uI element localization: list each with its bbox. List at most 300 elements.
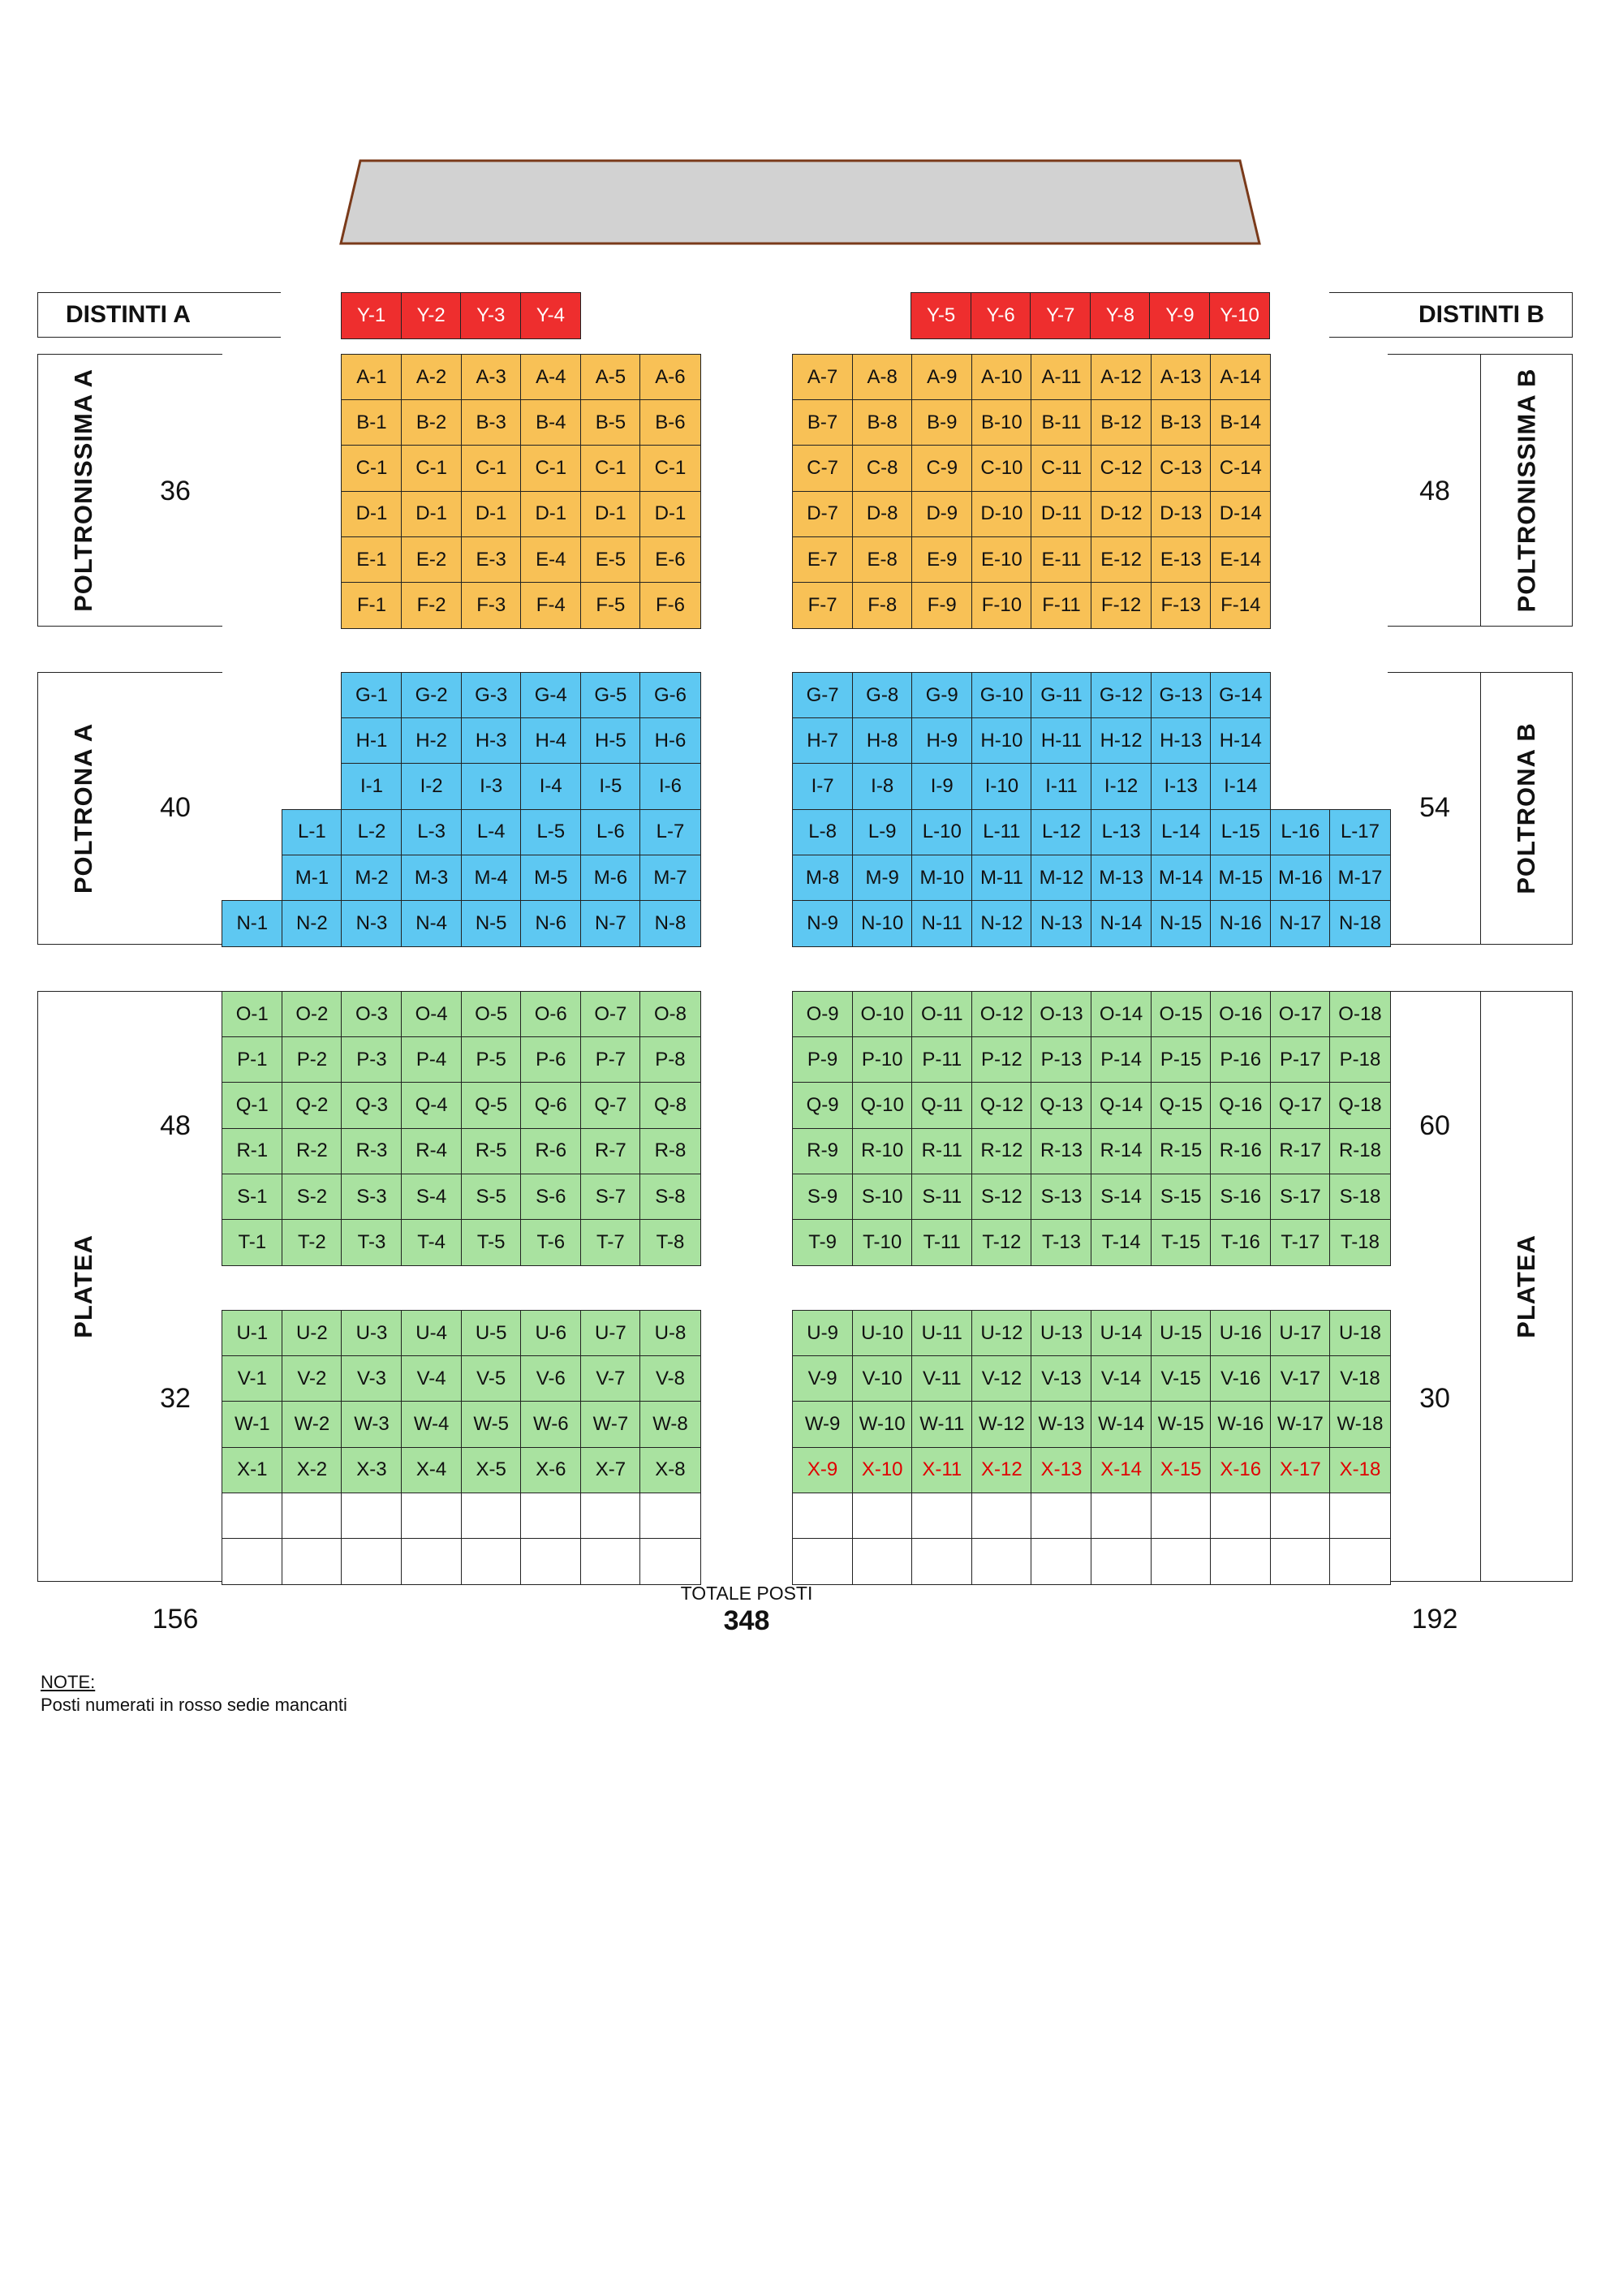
- seat-w-13[interactable]: W-13: [1031, 1401, 1091, 1448]
- seat-p-17[interactable]: P-17: [1270, 1036, 1331, 1083]
- seat-p-4[interactable]: P-4: [401, 1036, 462, 1083]
- seat-f-3[interactable]: F-3: [461, 582, 522, 629]
- seat-p-9[interactable]: P-9: [792, 1036, 853, 1083]
- seat-t-6[interactable]: T-6: [520, 1219, 581, 1266]
- seat-h-8[interactable]: H-8: [852, 717, 913, 765]
- seat-n-9[interactable]: N-9: [792, 900, 853, 947]
- seat-h-12[interactable]: H-12: [1091, 717, 1152, 765]
- seat-a-8[interactable]: A-8: [852, 354, 913, 401]
- seat-o-7[interactable]: O-7: [580, 991, 641, 1038]
- seat-b-3[interactable]: B-3: [461, 399, 522, 446]
- seat-v-15[interactable]: V-15: [1151, 1355, 1212, 1402]
- seat-n-14[interactable]: N-14: [1091, 900, 1152, 947]
- seat-q-2[interactable]: Q-2: [282, 1082, 342, 1129]
- seat-n-4[interactable]: N-4: [401, 900, 462, 947]
- seat-c-13[interactable]: C-13: [1151, 445, 1212, 492]
- seat-p-15[interactable]: P-15: [1151, 1036, 1212, 1083]
- seat-o-4[interactable]: O-4: [401, 991, 462, 1038]
- seat-w-3[interactable]: W-3: [341, 1401, 402, 1448]
- seat-e-14[interactable]: E-14: [1210, 536, 1271, 584]
- seat-m-8[interactable]: M-8: [792, 855, 853, 902]
- seat-o-17[interactable]: O-17: [1270, 991, 1331, 1038]
- seat-a-3[interactable]: A-3: [461, 354, 522, 401]
- seat-x-2[interactable]: X-2: [282, 1447, 342, 1494]
- seat-l-14[interactable]: L-14: [1151, 809, 1212, 856]
- seat-d-14[interactable]: D-14: [1210, 491, 1271, 538]
- seat-u-2[interactable]: U-2: [282, 1310, 342, 1357]
- seat-t-2[interactable]: T-2: [282, 1219, 342, 1266]
- seat-x-12[interactable]: X-12: [971, 1447, 1032, 1494]
- seat-l-12[interactable]: L-12: [1031, 809, 1091, 856]
- seat-i-11[interactable]: I-11: [1031, 763, 1091, 810]
- seat-m-2[interactable]: M-2: [341, 855, 402, 902]
- seat-s-15[interactable]: S-15: [1151, 1174, 1212, 1221]
- seat-n-5[interactable]: N-5: [461, 900, 522, 947]
- seat-n-2[interactable]: N-2: [282, 900, 342, 947]
- seat-u-11[interactable]: U-11: [911, 1310, 972, 1357]
- seat-o-9[interactable]: O-9: [792, 991, 853, 1038]
- seat-r-16[interactable]: R-16: [1210, 1128, 1271, 1175]
- seat-c-1[interactable]: C-1: [580, 445, 641, 492]
- seat-e-5[interactable]: E-5: [580, 536, 641, 584]
- seat-d-13[interactable]: D-13: [1151, 491, 1212, 538]
- seat-v-5[interactable]: V-5: [461, 1355, 522, 1402]
- seat-c-1[interactable]: C-1: [341, 445, 402, 492]
- seat-v-12[interactable]: V-12: [971, 1355, 1032, 1402]
- seat-b-11[interactable]: B-11: [1031, 399, 1091, 446]
- seat-b-8[interactable]: B-8: [852, 399, 913, 446]
- seat-p-1[interactable]: P-1: [222, 1036, 282, 1083]
- seat-u-9[interactable]: U-9: [792, 1310, 853, 1357]
- seat-w-10[interactable]: W-10: [852, 1401, 913, 1448]
- seat-y-5[interactable]: Y-5: [911, 292, 971, 339]
- seat-r-3[interactable]: R-3: [341, 1128, 402, 1175]
- seat-o-18[interactable]: O-18: [1329, 991, 1390, 1038]
- seat-c-10[interactable]: C-10: [971, 445, 1032, 492]
- seat-y-8[interactable]: Y-8: [1090, 292, 1151, 339]
- seat-x-5[interactable]: X-5: [461, 1447, 522, 1494]
- seat-v-10[interactable]: V-10: [852, 1355, 913, 1402]
- seat-v-8[interactable]: V-8: [639, 1355, 700, 1402]
- seat-a-11[interactable]: A-11: [1031, 354, 1091, 401]
- seat-w-6[interactable]: W-6: [520, 1401, 581, 1448]
- seat-l-16[interactable]: L-16: [1270, 809, 1331, 856]
- seat-i-2[interactable]: I-2: [401, 763, 462, 810]
- seat-l-8[interactable]: L-8: [792, 809, 853, 856]
- seat-q-17[interactable]: Q-17: [1270, 1082, 1331, 1129]
- seat-x-3[interactable]: X-3: [341, 1447, 402, 1494]
- seat-c-11[interactable]: C-11: [1031, 445, 1091, 492]
- seat-u-17[interactable]: U-17: [1270, 1310, 1331, 1357]
- seat-l-9[interactable]: L-9: [852, 809, 913, 856]
- seat-i-8[interactable]: I-8: [852, 763, 913, 810]
- seat-b-9[interactable]: B-9: [911, 399, 972, 446]
- seat-m-11[interactable]: M-11: [971, 855, 1032, 902]
- seat-m-6[interactable]: M-6: [580, 855, 641, 902]
- seat-v-14[interactable]: V-14: [1091, 1355, 1152, 1402]
- seat-w-4[interactable]: W-4: [401, 1401, 462, 1448]
- seat-w-16[interactable]: W-16: [1210, 1401, 1271, 1448]
- seat-f-8[interactable]: F-8: [852, 582, 913, 629]
- seat-s-17[interactable]: S-17: [1270, 1174, 1331, 1221]
- seat-p-5[interactable]: P-5: [461, 1036, 522, 1083]
- seat-l-17[interactable]: L-17: [1329, 809, 1390, 856]
- seat-r-1[interactable]: R-1: [222, 1128, 282, 1175]
- seat-c-14[interactable]: C-14: [1210, 445, 1271, 492]
- seat-t-4[interactable]: T-4: [401, 1219, 462, 1266]
- seat-a-5[interactable]: A-5: [580, 354, 641, 401]
- seat-m-10[interactable]: M-10: [911, 855, 972, 902]
- seat-q-10[interactable]: Q-10: [852, 1082, 913, 1129]
- seat-e-6[interactable]: E-6: [639, 536, 700, 584]
- seat-d-1[interactable]: D-1: [461, 491, 522, 538]
- seat-x-14[interactable]: X-14: [1091, 1447, 1152, 1494]
- seat-g-14[interactable]: G-14: [1210, 672, 1271, 719]
- seat-o-6[interactable]: O-6: [520, 991, 581, 1038]
- seat-a-4[interactable]: A-4: [520, 354, 581, 401]
- seat-w-17[interactable]: W-17: [1270, 1401, 1331, 1448]
- seat-m-13[interactable]: M-13: [1091, 855, 1152, 902]
- seat-v-1[interactable]: V-1: [222, 1355, 282, 1402]
- seat-i-7[interactable]: I-7: [792, 763, 853, 810]
- seat-v-7[interactable]: V-7: [580, 1355, 641, 1402]
- seat-g-4[interactable]: G-4: [520, 672, 581, 719]
- seat-l-10[interactable]: L-10: [911, 809, 972, 856]
- seat-s-11[interactable]: S-11: [911, 1174, 972, 1221]
- seat-u-7[interactable]: U-7: [580, 1310, 641, 1357]
- seat-x-11[interactable]: X-11: [911, 1447, 972, 1494]
- seat-r-17[interactable]: R-17: [1270, 1128, 1331, 1175]
- seat-c-1[interactable]: C-1: [639, 445, 700, 492]
- seat-v-16[interactable]: V-16: [1210, 1355, 1271, 1402]
- seat-i-5[interactable]: I-5: [580, 763, 641, 810]
- seat-t-16[interactable]: T-16: [1210, 1219, 1271, 1266]
- seat-l-4[interactable]: L-4: [461, 809, 522, 856]
- seat-w-9[interactable]: W-9: [792, 1401, 853, 1448]
- seat-f-5[interactable]: F-5: [580, 582, 641, 629]
- seat-b-7[interactable]: B-7: [792, 399, 853, 446]
- seat-l-5[interactable]: L-5: [520, 809, 581, 856]
- seat-n-15[interactable]: N-15: [1151, 900, 1212, 947]
- seat-x-9[interactable]: X-9: [792, 1447, 853, 1494]
- seat-y-3[interactable]: Y-3: [460, 292, 521, 339]
- seat-s-13[interactable]: S-13: [1031, 1174, 1091, 1221]
- seat-y-6[interactable]: Y-6: [971, 292, 1031, 339]
- seat-s-12[interactable]: S-12: [971, 1174, 1032, 1221]
- seat-h-10[interactable]: H-10: [971, 717, 1032, 765]
- seat-q-7[interactable]: Q-7: [580, 1082, 641, 1129]
- seat-l-1[interactable]: L-1: [282, 809, 342, 856]
- seat-f-6[interactable]: F-6: [639, 582, 700, 629]
- seat-r-11[interactable]: R-11: [911, 1128, 972, 1175]
- seat-r-2[interactable]: R-2: [282, 1128, 342, 1175]
- seat-g-1[interactable]: G-1: [341, 672, 402, 719]
- seat-q-3[interactable]: Q-3: [341, 1082, 402, 1129]
- seat-c-1[interactable]: C-1: [461, 445, 522, 492]
- seat-d-8[interactable]: D-8: [852, 491, 913, 538]
- seat-o-12[interactable]: O-12: [971, 991, 1032, 1038]
- seat-i-3[interactable]: I-3: [461, 763, 522, 810]
- seat-x-7[interactable]: X-7: [580, 1447, 641, 1494]
- seat-q-4[interactable]: Q-4: [401, 1082, 462, 1129]
- seat-g-7[interactable]: G-7: [792, 672, 853, 719]
- seat-s-14[interactable]: S-14: [1091, 1174, 1152, 1221]
- seat-r-10[interactable]: R-10: [852, 1128, 913, 1175]
- seat-f-2[interactable]: F-2: [401, 582, 462, 629]
- seat-f-10[interactable]: F-10: [971, 582, 1032, 629]
- seat-r-18[interactable]: R-18: [1329, 1128, 1390, 1175]
- seat-h-7[interactable]: H-7: [792, 717, 853, 765]
- seat-w-1[interactable]: W-1: [222, 1401, 282, 1448]
- seat-r-7[interactable]: R-7: [580, 1128, 641, 1175]
- seat-i-1[interactable]: I-1: [341, 763, 402, 810]
- seat-y-1[interactable]: Y-1: [341, 292, 402, 339]
- seat-u-18[interactable]: U-18: [1329, 1310, 1390, 1357]
- seat-h-14[interactable]: H-14: [1210, 717, 1271, 765]
- seat-t-7[interactable]: T-7: [580, 1219, 641, 1266]
- seat-t-11[interactable]: T-11: [911, 1219, 972, 1266]
- seat-b-12[interactable]: B-12: [1091, 399, 1152, 446]
- seat-m-9[interactable]: M-9: [852, 855, 913, 902]
- seat-o-8[interactable]: O-8: [639, 991, 700, 1038]
- seat-a-13[interactable]: A-13: [1151, 354, 1212, 401]
- seat-o-16[interactable]: O-16: [1210, 991, 1271, 1038]
- seat-p-7[interactable]: P-7: [580, 1036, 641, 1083]
- seat-b-10[interactable]: B-10: [971, 399, 1032, 446]
- seat-u-8[interactable]: U-8: [639, 1310, 700, 1357]
- seat-f-4[interactable]: F-4: [520, 582, 581, 629]
- seat-t-14[interactable]: T-14: [1091, 1219, 1152, 1266]
- seat-r-8[interactable]: R-8: [639, 1128, 700, 1175]
- seat-g-3[interactable]: G-3: [461, 672, 522, 719]
- seat-s-6[interactable]: S-6: [520, 1174, 581, 1221]
- seat-d-9[interactable]: D-9: [911, 491, 972, 538]
- seat-p-11[interactable]: P-11: [911, 1036, 972, 1083]
- seat-g-13[interactable]: G-13: [1151, 672, 1212, 719]
- seat-v-18[interactable]: V-18: [1329, 1355, 1390, 1402]
- seat-a-7[interactable]: A-7: [792, 354, 853, 401]
- seat-n-7[interactable]: N-7: [580, 900, 641, 947]
- seat-o-5[interactable]: O-5: [461, 991, 522, 1038]
- seat-n-10[interactable]: N-10: [852, 900, 913, 947]
- seat-e-12[interactable]: E-12: [1091, 536, 1152, 584]
- seat-f-12[interactable]: F-12: [1091, 582, 1152, 629]
- seat-v-11[interactable]: V-11: [911, 1355, 972, 1402]
- seat-s-2[interactable]: S-2: [282, 1174, 342, 1221]
- seat-p-3[interactable]: P-3: [341, 1036, 402, 1083]
- seat-e-11[interactable]: E-11: [1031, 536, 1091, 584]
- seat-y-7[interactable]: Y-7: [1030, 292, 1091, 339]
- seat-r-9[interactable]: R-9: [792, 1128, 853, 1175]
- seat-g-8[interactable]: G-8: [852, 672, 913, 719]
- seat-q-18[interactable]: Q-18: [1329, 1082, 1390, 1129]
- seat-u-4[interactable]: U-4: [401, 1310, 462, 1357]
- seat-w-2[interactable]: W-2: [282, 1401, 342, 1448]
- seat-e-9[interactable]: E-9: [911, 536, 972, 584]
- seat-d-10[interactable]: D-10: [971, 491, 1032, 538]
- seat-t-8[interactable]: T-8: [639, 1219, 700, 1266]
- seat-w-5[interactable]: W-5: [461, 1401, 522, 1448]
- seat-c-1[interactable]: C-1: [520, 445, 581, 492]
- seat-q-1[interactable]: Q-1: [222, 1082, 282, 1129]
- seat-b-14[interactable]: B-14: [1210, 399, 1271, 446]
- seat-w-8[interactable]: W-8: [639, 1401, 700, 1448]
- seat-s-7[interactable]: S-7: [580, 1174, 641, 1221]
- seat-x-10[interactable]: X-10: [852, 1447, 913, 1494]
- seat-x-18[interactable]: X-18: [1329, 1447, 1390, 1494]
- seat-q-12[interactable]: Q-12: [971, 1082, 1032, 1129]
- seat-c-12[interactable]: C-12: [1091, 445, 1152, 492]
- seat-s-9[interactable]: S-9: [792, 1174, 853, 1221]
- seat-a-1[interactable]: A-1: [341, 354, 402, 401]
- seat-d-12[interactable]: D-12: [1091, 491, 1152, 538]
- seat-x-15[interactable]: X-15: [1151, 1447, 1212, 1494]
- seat-e-1[interactable]: E-1: [341, 536, 402, 584]
- seat-o-2[interactable]: O-2: [282, 991, 342, 1038]
- seat-o-1[interactable]: O-1: [222, 991, 282, 1038]
- seat-i-9[interactable]: I-9: [911, 763, 972, 810]
- seat-f-14[interactable]: F-14: [1210, 582, 1271, 629]
- seat-s-3[interactable]: S-3: [341, 1174, 402, 1221]
- seat-r-4[interactable]: R-4: [401, 1128, 462, 1175]
- seat-t-1[interactable]: T-1: [222, 1219, 282, 1266]
- seat-d-1[interactable]: D-1: [639, 491, 700, 538]
- seat-r-14[interactable]: R-14: [1091, 1128, 1152, 1175]
- seat-d-7[interactable]: D-7: [792, 491, 853, 538]
- seat-x-4[interactable]: X-4: [401, 1447, 462, 1494]
- seat-p-2[interactable]: P-2: [282, 1036, 342, 1083]
- seat-i-4[interactable]: I-4: [520, 763, 581, 810]
- seat-f-7[interactable]: F-7: [792, 582, 853, 629]
- seat-v-3[interactable]: V-3: [341, 1355, 402, 1402]
- seat-t-13[interactable]: T-13: [1031, 1219, 1091, 1266]
- seat-u-6[interactable]: U-6: [520, 1310, 581, 1357]
- seat-r-15[interactable]: R-15: [1151, 1128, 1212, 1175]
- seat-u-12[interactable]: U-12: [971, 1310, 1032, 1357]
- seat-n-1[interactable]: N-1: [222, 900, 282, 947]
- seat-e-7[interactable]: E-7: [792, 536, 853, 584]
- seat-i-14[interactable]: I-14: [1210, 763, 1271, 810]
- seat-c-1[interactable]: C-1: [401, 445, 462, 492]
- seat-u-5[interactable]: U-5: [461, 1310, 522, 1357]
- seat-n-11[interactable]: N-11: [911, 900, 972, 947]
- seat-v-17[interactable]: V-17: [1270, 1355, 1331, 1402]
- seat-l-2[interactable]: L-2: [341, 809, 402, 856]
- seat-r-13[interactable]: R-13: [1031, 1128, 1091, 1175]
- seat-l-15[interactable]: L-15: [1210, 809, 1271, 856]
- seat-d-1[interactable]: D-1: [401, 491, 462, 538]
- seat-p-8[interactable]: P-8: [639, 1036, 700, 1083]
- seat-c-8[interactable]: C-8: [852, 445, 913, 492]
- seat-q-16[interactable]: Q-16: [1210, 1082, 1271, 1129]
- seat-c-7[interactable]: C-7: [792, 445, 853, 492]
- seat-d-1[interactable]: D-1: [520, 491, 581, 538]
- seat-n-3[interactable]: N-3: [341, 900, 402, 947]
- seat-f-1[interactable]: F-1: [341, 582, 402, 629]
- seat-g-5[interactable]: G-5: [580, 672, 641, 719]
- seat-g-10[interactable]: G-10: [971, 672, 1032, 719]
- seat-p-12[interactable]: P-12: [971, 1036, 1032, 1083]
- seat-s-10[interactable]: S-10: [852, 1174, 913, 1221]
- seat-l-7[interactable]: L-7: [639, 809, 700, 856]
- seat-i-10[interactable]: I-10: [971, 763, 1032, 810]
- seat-l-13[interactable]: L-13: [1091, 809, 1152, 856]
- seat-p-18[interactable]: P-18: [1329, 1036, 1390, 1083]
- seat-o-15[interactable]: O-15: [1151, 991, 1212, 1038]
- seat-p-16[interactable]: P-16: [1210, 1036, 1271, 1083]
- seat-h-4[interactable]: H-4: [520, 717, 581, 765]
- seat-r-5[interactable]: R-5: [461, 1128, 522, 1175]
- seat-y-4[interactable]: Y-4: [520, 292, 581, 339]
- seat-b-1[interactable]: B-1: [341, 399, 402, 446]
- seat-m-3[interactable]: M-3: [401, 855, 462, 902]
- seat-f-9[interactable]: F-9: [911, 582, 972, 629]
- seat-e-13[interactable]: E-13: [1151, 536, 1212, 584]
- seat-x-13[interactable]: X-13: [1031, 1447, 1091, 1494]
- seat-w-12[interactable]: W-12: [971, 1401, 1032, 1448]
- seat-r-6[interactable]: R-6: [520, 1128, 581, 1175]
- seat-m-5[interactable]: M-5: [520, 855, 581, 902]
- seat-t-9[interactable]: T-9: [792, 1219, 853, 1266]
- seat-s-1[interactable]: S-1: [222, 1174, 282, 1221]
- seat-h-11[interactable]: H-11: [1031, 717, 1091, 765]
- seat-h-9[interactable]: H-9: [911, 717, 972, 765]
- seat-o-11[interactable]: O-11: [911, 991, 972, 1038]
- seat-s-8[interactable]: S-8: [639, 1174, 700, 1221]
- seat-v-9[interactable]: V-9: [792, 1355, 853, 1402]
- seat-l-6[interactable]: L-6: [580, 809, 641, 856]
- seat-e-3[interactable]: E-3: [461, 536, 522, 584]
- seat-h-5[interactable]: H-5: [580, 717, 641, 765]
- seat-a-2[interactable]: A-2: [401, 354, 462, 401]
- seat-q-8[interactable]: Q-8: [639, 1082, 700, 1129]
- seat-n-17[interactable]: N-17: [1270, 900, 1331, 947]
- seat-w-7[interactable]: W-7: [580, 1401, 641, 1448]
- seat-u-15[interactable]: U-15: [1151, 1310, 1212, 1357]
- seat-o-3[interactable]: O-3: [341, 991, 402, 1038]
- seat-q-9[interactable]: Q-9: [792, 1082, 853, 1129]
- seat-h-1[interactable]: H-1: [341, 717, 402, 765]
- seat-m-1[interactable]: M-1: [282, 855, 342, 902]
- seat-m-16[interactable]: M-16: [1270, 855, 1331, 902]
- seat-e-4[interactable]: E-4: [520, 536, 581, 584]
- seat-e-8[interactable]: E-8: [852, 536, 913, 584]
- seat-x-1[interactable]: X-1: [222, 1447, 282, 1494]
- seat-g-2[interactable]: G-2: [401, 672, 462, 719]
- seat-m-17[interactable]: M-17: [1329, 855, 1390, 902]
- seat-g-9[interactable]: G-9: [911, 672, 972, 719]
- seat-h-13[interactable]: H-13: [1151, 717, 1212, 765]
- seat-u-16[interactable]: U-16: [1210, 1310, 1271, 1357]
- seat-i-13[interactable]: I-13: [1151, 763, 1212, 810]
- seat-c-9[interactable]: C-9: [911, 445, 972, 492]
- seat-t-3[interactable]: T-3: [341, 1219, 402, 1266]
- seat-t-18[interactable]: T-18: [1329, 1219, 1390, 1266]
- seat-q-5[interactable]: Q-5: [461, 1082, 522, 1129]
- seat-o-10[interactable]: O-10: [852, 991, 913, 1038]
- seat-q-14[interactable]: Q-14: [1091, 1082, 1152, 1129]
- seat-t-15[interactable]: T-15: [1151, 1219, 1212, 1266]
- seat-s-5[interactable]: S-5: [461, 1174, 522, 1221]
- seat-e-10[interactable]: E-10: [971, 536, 1032, 584]
- seat-n-12[interactable]: N-12: [971, 900, 1032, 947]
- seat-m-4[interactable]: M-4: [461, 855, 522, 902]
- seat-e-2[interactable]: E-2: [401, 536, 462, 584]
- seat-v-4[interactable]: V-4: [401, 1355, 462, 1402]
- seat-n-6[interactable]: N-6: [520, 900, 581, 947]
- seat-b-4[interactable]: B-4: [520, 399, 581, 446]
- seat-w-15[interactable]: W-15: [1151, 1401, 1212, 1448]
